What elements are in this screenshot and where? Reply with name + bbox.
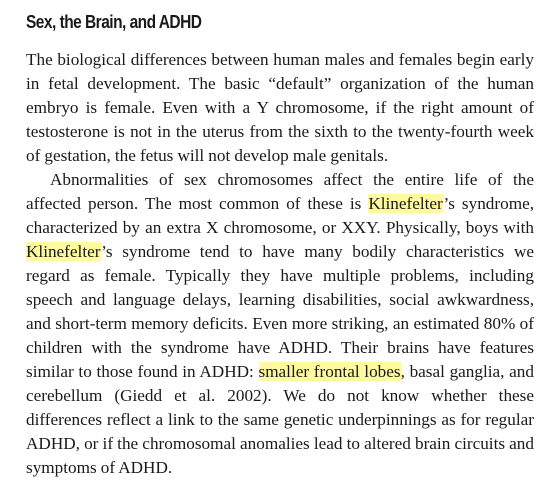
text-run: Abnormalities of sex chromosomes affect the entire life of the affected person. The most common of these is [26, 170, 534, 213]
text-run: , basal ganglia, and cerebellum (Giedd et al. 2002). We do not know whether these differences reflect a link to the same genetic underpinnings as for regular ADHD, or if the chromosomal anomalies lead to altered brain circuits and symptoms of ADHD. [26, 362, 534, 477]
highlight-smaller-frontal-lobes[interactable]: smaller frontal lobes [258, 362, 401, 381]
highlight-klinefelter-1[interactable]: Klinefelter [368, 194, 444, 213]
highlight-klinefelter-2[interactable]: Klinefelter [26, 242, 102, 261]
paragraph-1[interactable]: The biological differences between human males and females begin early in fetal development. The basic “default” organization of the human embryo is female. Even with a Y chromosome, if the right amount of testosterone is not in the uterus from the sixth to the twenty-fourth week of gestation, the fetus will not develop male genitals. [26, 50, 534, 165]
section-heading: Sex, the Brain, and ADHD [26, 12, 202, 32]
text-run: ’s syndrome tend to have many bodily characteristics we regard as female. Typically they have multiple problems, including speech and language delays, learning disabilities, social awkwardness, and short-term memory deficits. Even more striking, an estimated 80% of children with the syndrome have ADHD. Their brains have features similar to those found in ADHD: [26, 242, 534, 381]
text-run: ’s syndrome, characterized by an extra X chromosome, or XXY. Physically, boys with [26, 194, 534, 237]
paragraph-2[interactable] [26, 168, 534, 480]
